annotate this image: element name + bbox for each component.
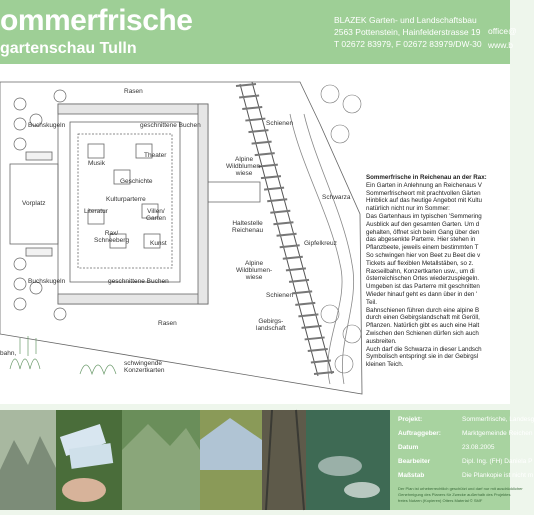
description-line: natürlich nicht nur im Sommer: bbox=[366, 205, 450, 213]
description-line: ausbreiten. bbox=[366, 337, 397, 345]
description-panel bbox=[366, 174, 510, 369]
photo-strip-art bbox=[0, 410, 390, 510]
description-line: Auch darf die Schwarza in dieser Landsch bbox=[366, 345, 482, 353]
bed-musik bbox=[88, 144, 104, 158]
company-address: 2563 Pottenstein, Hainfelderstrasse 19 bbox=[334, 27, 481, 37]
label-haltestelle: Haltestelle Reichenau bbox=[232, 220, 264, 234]
label-kunst: Kunst bbox=[150, 240, 167, 247]
tree-crown bbox=[335, 355, 353, 373]
description-line: Bahnschienen führen durch eine alpine B bbox=[366, 306, 480, 314]
label-schwarza: Schwarza bbox=[322, 194, 351, 201]
description-line: Symbolisch entspringt sie in der Gebirgsl bbox=[366, 353, 479, 361]
fineprint-2: Genehmigung des Planers für Zwecke außerhalb des Projektes bbox=[398, 492, 511, 497]
label-literatur: Literatur bbox=[84, 208, 108, 215]
company-email: office@ bbox=[488, 26, 517, 36]
garden-plan bbox=[0, 64, 510, 404]
description-line: Sommerfrischeort mit prachtvollen Gärten bbox=[366, 189, 481, 197]
label-kulturparterre: Kulturparterre bbox=[106, 196, 146, 203]
tree-crown bbox=[321, 305, 339, 323]
shrub-circle bbox=[14, 98, 26, 110]
label-konzertkarten: schwingende Konzertkarten bbox=[124, 360, 165, 374]
fineprint-3: freies Nutzen (Kopieren) Otters Material © SMF bbox=[398, 498, 483, 503]
illustration-group bbox=[10, 336, 116, 374]
header-band bbox=[0, 0, 517, 64]
label-geschichte: Geschichte bbox=[120, 178, 153, 185]
label-buchskugeln-bottom: Buchskugeln bbox=[28, 278, 66, 285]
company-block bbox=[334, 14, 482, 50]
station-path bbox=[208, 182, 260, 202]
label-rasen-bottom: Rasen bbox=[158, 320, 177, 327]
page-subtitle: gartenschau Tulln bbox=[0, 40, 137, 57]
description-line: Tickets auf flexiblen Metallstäben, so z. bbox=[366, 259, 474, 267]
description-body bbox=[366, 182, 510, 369]
photo-strip bbox=[0, 410, 390, 510]
tree-crown bbox=[331, 125, 349, 143]
label-bahn: bahn, bbox=[0, 350, 17, 357]
shrub-circle bbox=[14, 138, 26, 150]
company-web: www.b bbox=[488, 40, 514, 50]
label-buchskugeln-top: Buchskugeln bbox=[28, 122, 66, 129]
label-geschnittene-buchen-top: geschnittene Buchen bbox=[140, 122, 201, 129]
description-line: So schwingen hier von Beet zu Beet die v bbox=[366, 251, 481, 259]
label-gebirgs: Gebirgs- landschaft bbox=[256, 318, 286, 332]
page-title: ommerfrische bbox=[0, 4, 193, 37]
description-line: Umgeben ist das Parterre mit geschnitten bbox=[366, 283, 480, 291]
parterre-outer bbox=[58, 104, 208, 304]
trees-group bbox=[321, 85, 361, 373]
info-auftraggeber: Auftraggeber: Marktgemeinde Reichen bbox=[398, 430, 533, 437]
description-line: Das Gartenhaus im typischen 'Semmering bbox=[366, 212, 482, 220]
description-line: Zwischen den Schienen dürfen sich auch bbox=[366, 329, 479, 337]
bench-bottom bbox=[26, 248, 52, 256]
description-line: Pflanzen. Natürlich gibt es auch eine Halt bbox=[366, 322, 480, 330]
company-name: BLAZEK Garten- und Landschaftsbau bbox=[334, 15, 477, 25]
info-bearbeiter: Bearbeiter Dipl. Ing. (FH) Daniela P bbox=[398, 458, 533, 465]
info-datum: Datum 23.08.2005 bbox=[398, 444, 495, 451]
description-line: kleinen Teich. bbox=[366, 361, 404, 369]
company-phone: T 02672 83979, F 02672 83979/DW-30 bbox=[334, 39, 482, 49]
hedge-top bbox=[58, 104, 208, 114]
tree-crown bbox=[343, 95, 361, 113]
description-line: Wieder hinauf geht es dann über in den ' bbox=[366, 290, 478, 298]
info-projekt: Projekt: Sommerfrische, Landesg bbox=[398, 416, 534, 423]
hedge-bottom bbox=[58, 294, 208, 304]
description-title: Sommerfrische in Reichenau an der Rax: bbox=[366, 174, 487, 181]
bench-top bbox=[26, 152, 52, 160]
label-vorplatz: Vorplatz bbox=[22, 200, 46, 207]
description-line: Hinblick auf das heutige Angebot mit Kultu bbox=[366, 197, 482, 205]
tree-crown bbox=[321, 85, 339, 103]
label-schienen-top: Schienen bbox=[266, 120, 294, 127]
info-box bbox=[390, 410, 534, 510]
schwarza-bank bbox=[304, 114, 354, 384]
label-theater: Theater bbox=[144, 152, 167, 159]
description-line: Teil. bbox=[366, 298, 378, 306]
label-gipfelkreuz: Gipfelkreuz bbox=[304, 240, 337, 247]
label-rasen-top: Rasen bbox=[124, 88, 143, 95]
shrub-circle bbox=[14, 118, 26, 130]
fineprint-1: Der Plan ist urheberrechtlich geschützt und darf nur mit ausdrücklicher bbox=[398, 486, 523, 491]
description-line: österreichischen Ortes wiederzuspiegeln. bbox=[366, 275, 480, 283]
info-massstab: Maßstab Die Plankopie ist nicht m bbox=[398, 472, 534, 479]
description-line: Ein Garten in Anlehnung an Reichenaus V bbox=[366, 181, 482, 189]
label-musik: Musik bbox=[88, 160, 105, 167]
description-line: durch einen Gebirgslandschaft mit Geröll, bbox=[366, 314, 480, 322]
description-line: Raxseilbahn, Konzertkarten usw., um di bbox=[366, 267, 475, 275]
label-rax-schneeberg: Rax/ Schneeberg bbox=[94, 230, 130, 244]
shrub-circle bbox=[54, 90, 66, 102]
shrub-circle bbox=[54, 308, 66, 320]
label-alpine-top: Alpine Wildblumen- wiese bbox=[226, 156, 263, 177]
label-villen-garten: Villen/ Garten bbox=[146, 208, 166, 222]
shrub-circle bbox=[14, 298, 26, 310]
shrub-circle bbox=[14, 278, 26, 290]
description-line: Ausblick auf den gesamten Garten. Um d bbox=[366, 220, 480, 228]
description-line: das abgesenkte Parterre. Hier stehen in bbox=[366, 236, 476, 244]
description-line: gehalten, öffnet sich beim Gang über den bbox=[366, 228, 480, 236]
description-line: Pflanzbeete, jeweils einem bestimmten T bbox=[366, 244, 479, 252]
label-alpine-bottom: Alpine Wildblumen- wiese bbox=[236, 260, 273, 281]
label-schienen-bottom: Schienen bbox=[266, 292, 294, 299]
label-geschnittene-buchen-bottom: geschnittene Buchen bbox=[108, 278, 169, 285]
hedge-right bbox=[198, 104, 208, 304]
shrub-circle bbox=[14, 258, 26, 270]
